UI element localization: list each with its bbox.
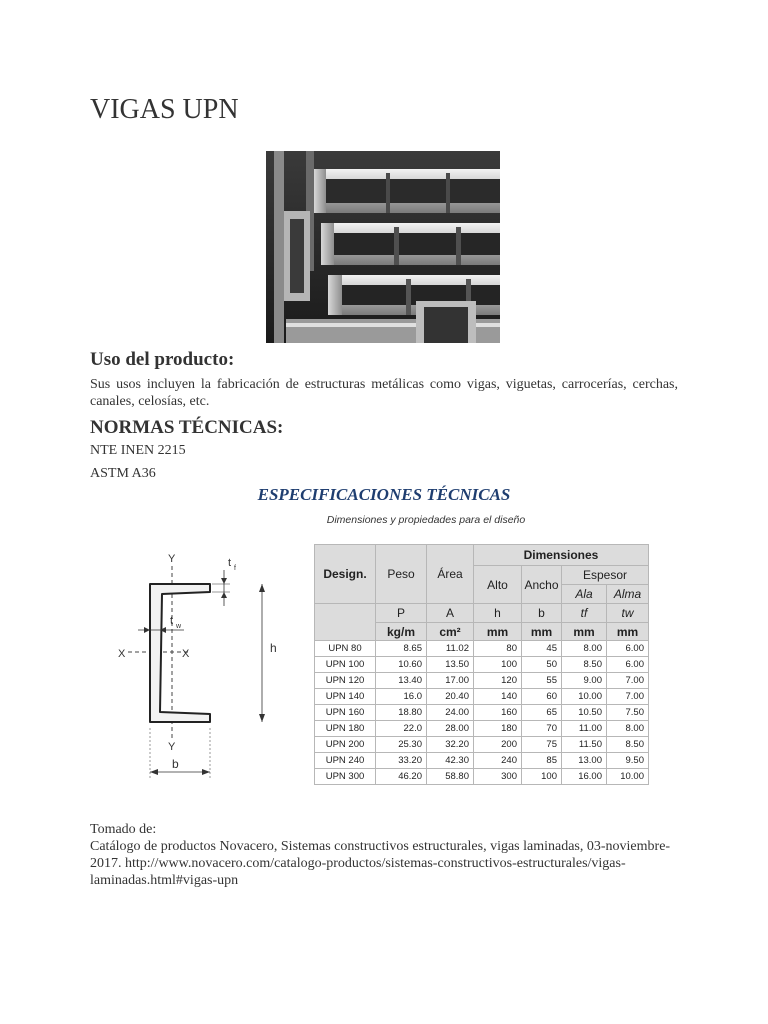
table-cell: 8.50 (562, 657, 607, 673)
table-cell: UPN 80 (315, 641, 376, 657)
table-cell: 16.00 (562, 769, 607, 785)
table-cell: UPN 180 (315, 721, 376, 737)
table-cell: 8.50 (607, 737, 649, 753)
table-cell: 8.00 (562, 641, 607, 657)
table-cell: UPN 300 (315, 769, 376, 785)
upn-cross-section-diagram (112, 548, 302, 788)
table-cell: 11.02 (427, 641, 474, 657)
table-cell: 7.00 (607, 673, 649, 689)
symbol-cell: b (522, 604, 562, 623)
table-cell: 100 (474, 657, 522, 673)
x-axis-label: X (182, 648, 190, 660)
table-cell: 32.20 (427, 737, 474, 753)
table-cell: 70 (522, 721, 562, 737)
table-cell: 45 (522, 641, 562, 657)
unit-cell: mm (607, 623, 649, 641)
tw-label-sub: w (176, 623, 182, 630)
table-cell: UPN 140 (315, 689, 376, 705)
header-espesor: Espesor (562, 566, 649, 585)
symbol-cell: A (427, 604, 474, 623)
table-cell: 100 (522, 769, 562, 785)
table-cell: 80 (474, 641, 522, 657)
table-cell: 7.50 (607, 705, 649, 721)
y-axis-label: Y (168, 553, 176, 565)
table-row (315, 657, 649, 673)
table-row (315, 705, 649, 721)
table-cell: 9.50 (607, 753, 649, 769)
table-cell: 13.00 (562, 753, 607, 769)
unit-cell: cm² (427, 623, 474, 641)
table-cell: UPN 100 (315, 657, 376, 673)
table-cell: 7.00 (607, 689, 649, 705)
y-axis-label: Y (168, 741, 176, 753)
unit-cell: mm (562, 623, 607, 641)
header-alto: Alto (474, 566, 522, 604)
source-citation (90, 821, 680, 889)
header-design: Design. (315, 545, 376, 604)
b-label: b (172, 757, 179, 771)
table-cell: 16.0 (376, 689, 427, 705)
header-design-blank (315, 604, 376, 641)
upn-beam-stack-photo (266, 151, 500, 343)
table-cell: 9.00 (562, 673, 607, 689)
table-cell: 24.00 (427, 705, 474, 721)
table-cell: 120 (474, 673, 522, 689)
table-cell: UPN 160 (315, 705, 376, 721)
table-cell: 20.40 (427, 689, 474, 705)
specs-subtitle: Dimensiones y propiedades para el diseño (326, 514, 526, 526)
page-title: VIGAS UPN (90, 94, 239, 125)
table-cell: 300 (474, 769, 522, 785)
table-row (315, 737, 649, 753)
table-cell: 25.30 (376, 737, 427, 753)
specs-table-body (315, 641, 649, 785)
header-ancho: Ancho (522, 566, 562, 604)
table-row (315, 673, 649, 689)
table-cell: 33.20 (376, 753, 427, 769)
standard-item: NTE INEN 2215 (90, 443, 186, 458)
source-text: Catálogo de productos Novacero, Sistemas constructivos estructurales, vigas laminadas, 03-noviembre- 2017. http://www.novacero.com/catalogo-productos/sistemas-constructivos-estructurales/vigas-laminadas.html#vigas-upn (90, 839, 671, 888)
table-cell: 200 (474, 737, 522, 753)
tw-label: t (170, 615, 174, 627)
table-row (315, 753, 649, 769)
table-cell: 50 (522, 657, 562, 673)
table-cell: 10.60 (376, 657, 427, 673)
table-row (315, 769, 649, 785)
table-cell: 17.00 (427, 673, 474, 689)
unit-cell: kg/m (376, 623, 427, 641)
table-cell: 180 (474, 721, 522, 737)
table-cell: UPN 200 (315, 737, 376, 753)
symbol-cell: h (474, 604, 522, 623)
tf-label: t (228, 557, 232, 569)
standard-item: ASTM A36 (90, 466, 156, 481)
table-cell: 85 (522, 753, 562, 769)
specs-table (314, 544, 649, 785)
table-cell: 8.00 (607, 721, 649, 737)
table-cell: 140 (474, 689, 522, 705)
table-cell: 60 (522, 689, 562, 705)
table-cell: 10.00 (607, 769, 649, 785)
table-cell: 58.80 (427, 769, 474, 785)
table-cell: 42.30 (427, 753, 474, 769)
table-cell: 46.20 (376, 769, 427, 785)
h-label: h (270, 641, 277, 655)
table-cell: 10.00 (562, 689, 607, 705)
table-cell: 28.00 (427, 721, 474, 737)
unit-cell: mm (522, 623, 562, 641)
table-cell: 13.40 (376, 673, 427, 689)
symbol-cell: tw (607, 604, 649, 623)
table-cell: 11.50 (562, 737, 607, 753)
table-row (315, 641, 649, 657)
x-axis-label: X (118, 648, 126, 660)
table-cell: 10.50 (562, 705, 607, 721)
symbol-cell: tf (562, 604, 607, 623)
table-cell: 11.00 (562, 721, 607, 737)
table-cell: 65 (522, 705, 562, 721)
table-cell: 55 (522, 673, 562, 689)
header-area: Área (427, 545, 474, 604)
usage-heading: Uso del producto: (90, 349, 235, 370)
header-alma: Alma (607, 585, 649, 604)
unit-cell: mm (474, 623, 522, 641)
table-cell: 13.50 (427, 657, 474, 673)
table-cell: 75 (522, 737, 562, 753)
table-cell: 8.65 (376, 641, 427, 657)
specs-title: ESPECIFICACIONES TÉCNICAS (257, 485, 511, 504)
table-cell: 240 (474, 753, 522, 769)
table-cell: 6.00 (607, 657, 649, 673)
source-label: Tomado de: (90, 822, 157, 837)
standards-heading: NORMAS TÉCNICAS: (90, 417, 284, 438)
table-cell: 160 (474, 705, 522, 721)
table-cell: 18.80 (376, 705, 427, 721)
table-cell: UPN 120 (315, 673, 376, 689)
table-cell: UPN 240 (315, 753, 376, 769)
table-cell: 6.00 (607, 641, 649, 657)
header-dimensiones: Dimensiones (474, 545, 649, 566)
tf-label-sub: f (234, 565, 236, 572)
table-cell: 22.0 (376, 721, 427, 737)
table-row (315, 721, 649, 737)
symbol-cell: P (376, 604, 427, 623)
header-peso: Peso (376, 545, 427, 604)
usage-text: Sus usos incluyen la fabricación de estructuras metálicas como vigas, viguetas, carrocerías, cerchas, canales, celosías, etc. (90, 377, 678, 409)
header-ala: Ala (562, 585, 607, 604)
table-row (315, 689, 649, 705)
